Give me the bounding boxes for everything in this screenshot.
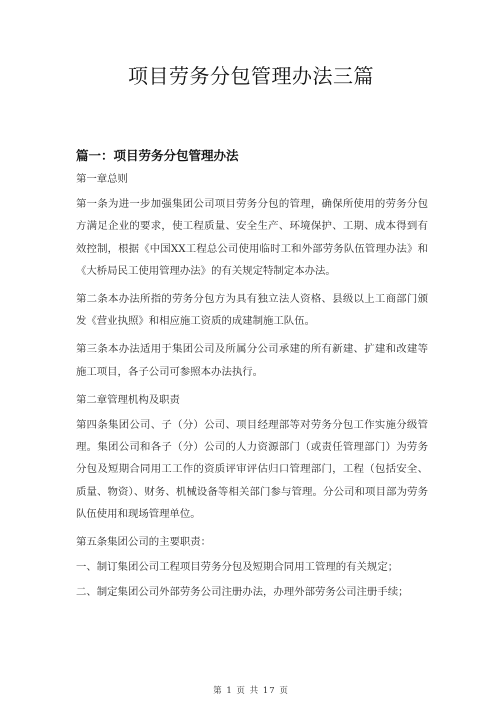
- list-item: 一、制订集团公司工程项目劳务分包及短期合同用工管理的有关规定；: [76, 561, 399, 574]
- document-title: 项目劳务分包管理办法三篇: [128, 64, 374, 88]
- paragraph: 第四条集团公司、子（分）公司、项目经理部等对劳务分包工作实施分级管理。集团公司和各子（分）公司的人力资源部门（或责任管理部门）为劳务分包及短期合同用工工作的资质评审评估归口管理部门，工程（包括安全、质量、物资）、财务、机械设备等相关部门参与管理。分公司和项目部为劳务队伍使用和现场管理单位。: [76, 419, 428, 520]
- section-heading: 篇一：项目劳务分包管理办法: [76, 148, 239, 163]
- paragraph: 第二条本办法所指的劳务分包方为具有独立法人资格、县级以上工商部门颁发《营业执照》和相应施工资质的成建制施工队伍。: [76, 293, 428, 328]
- chapter-heading: 第一章总则: [76, 173, 128, 185]
- list-item: 二、制定集团公司外部劳务公司注册办法，办理外部劳务公司注册手续；: [76, 586, 409, 599]
- paragraph: 第一条为进一步加强集团公司项目劳务分包的管理，确保所使用的劳务分包方满足企业的要求，使工程质量、安全生产、环境保护、工期、成本得到有效控制，根据《中国XX工程总公司使用临时工和外部劳务队伍管理办法》和《大桥局民工使用管理办法》的有关规定特制定本办法。: [76, 198, 428, 277]
- paragraph: 第三条本办法适用于集团公司及所属分公司承建的所有新建、扩建和改建等施工项目，各子公司可参照本办法执行。: [76, 343, 428, 378]
- page-number-footer: 第 1 页 共 17 页: [213, 686, 289, 696]
- chapter-heading: 第二章管理机构及职责: [76, 393, 180, 406]
- document-body: [76, 168, 428, 607]
- paragraph: 第五条集团公司的主要职责：: [76, 536, 212, 549]
